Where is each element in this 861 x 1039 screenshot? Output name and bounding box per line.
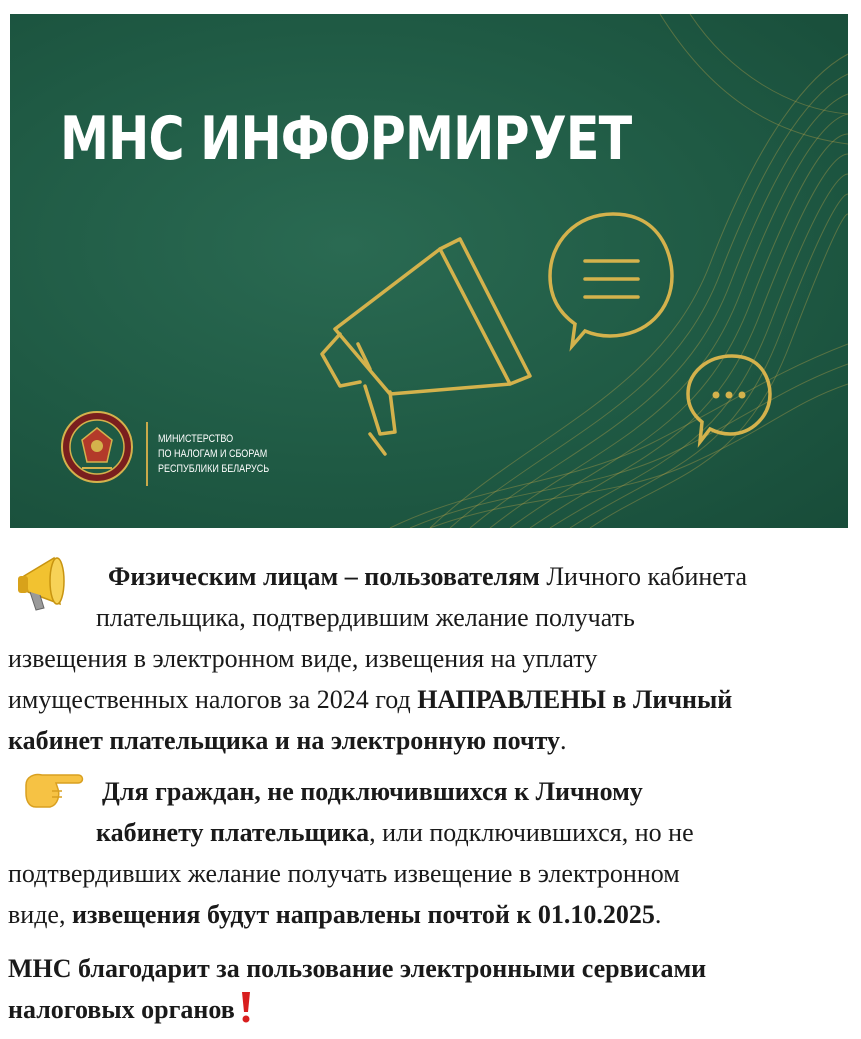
thanks-line: МНС благодарит за пользование электронными сервисами: [8, 954, 707, 983]
paragraph-no-account: [8, 771, 847, 935]
bold-lead: Физическим лицам – пользователям: [108, 562, 540, 591]
info-banner: [10, 14, 848, 528]
thanks-line: налоговых органов: [8, 995, 235, 1024]
bold-tail: извещения будут направлены почтой к 01.10.2025: [71, 900, 655, 929]
banner-decor: [10, 14, 848, 528]
text: подтвердивших желание получать извещение в электронном: [8, 859, 680, 888]
paragraph-thanks: [8, 948, 847, 1030]
ministry-line: РЕСПУБЛИКИ БЕЛАРУСЬ: [158, 463, 270, 475]
text: .: [560, 726, 567, 755]
paragraph-personal-account: [8, 556, 847, 761]
ministry-emblem: [60, 410, 134, 484]
bold-lead: кабинету плательщика: [96, 818, 370, 847]
ministry-divider: [146, 422, 148, 486]
text: , или подключившихся, но не: [369, 818, 694, 847]
exclamation-emoji: [239, 990, 253, 1024]
text: извещения в электронном виде, извещения на уплату: [8, 644, 598, 673]
chat-bubble-lines-icon: [550, 214, 672, 346]
text: Личного кабинета: [539, 562, 748, 591]
text: .: [654, 900, 662, 929]
text: виде,: [8, 900, 72, 929]
banner-title: МНС ИНФОРМИРУЕТ: [60, 104, 632, 174]
text: плательщика, подтвердившим желание получать: [96, 603, 635, 632]
bold-lead: Для граждан, не подключившихся к Личному: [102, 777, 643, 806]
text: имущественных налогов за 2024 год: [8, 685, 418, 714]
bold-tail: кабинет плательщика и на электронную почту: [8, 726, 561, 755]
bold-tail: НАПРАВЛЕНЫ в Личный: [417, 685, 733, 714]
ministry-name: [158, 432, 269, 477]
megaphone-icon: [322, 239, 530, 454]
ministry-line: ПО НАЛОГАМ И СБОРАМ: [158, 448, 268, 460]
ministry-line: МИНИСТЕРСТВО: [158, 433, 234, 445]
